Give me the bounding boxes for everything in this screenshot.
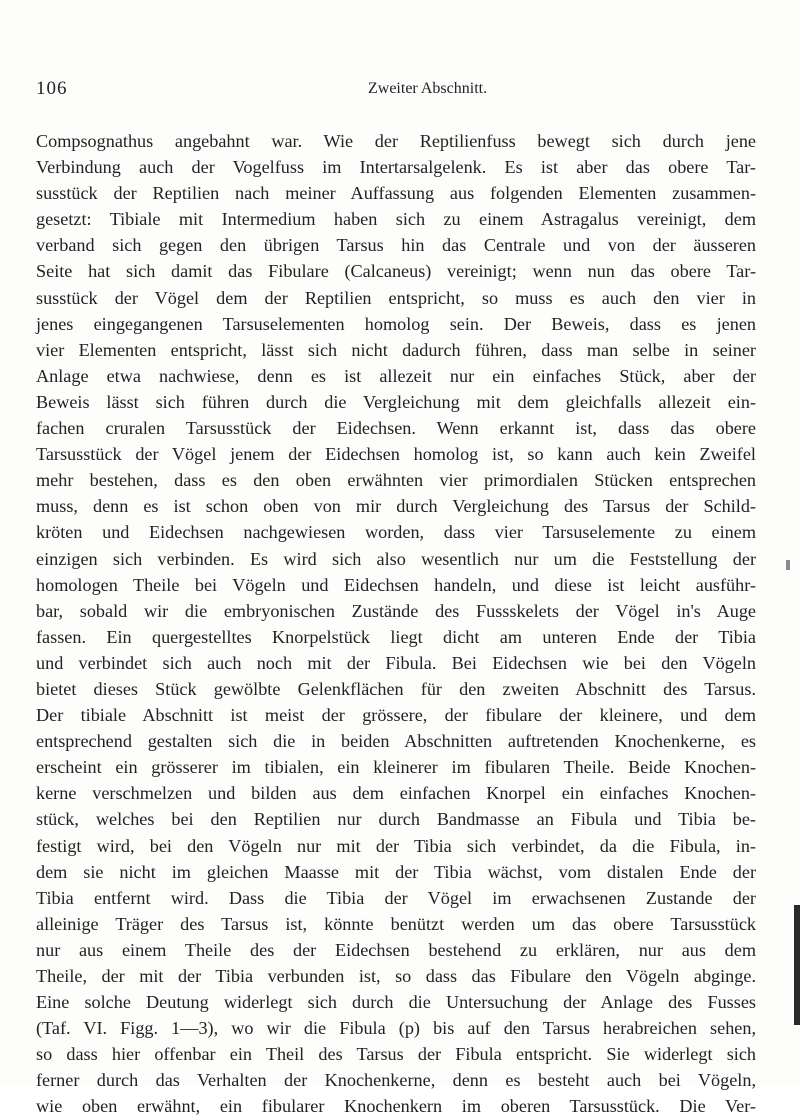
text-line: Theile, der mit der Tibia verbunden ist, so dass das Fibulare den Vögeln abginge. bbox=[36, 966, 756, 986]
text-line: fachen cruralen Tarsusstück der Eidechsen. Wenn erkannt ist, dass das obere bbox=[36, 418, 756, 439]
running-head: Zweiter Abschnitt. bbox=[368, 80, 488, 97]
text-line: Compsognathus angebahnt war. Wie der Reptilienfuss bewegt sich durch jene bbox=[36, 131, 756, 151]
text-line: nur aus einem Theile des der Eidechsen bestehend zu erklären, nur aus dem bbox=[36, 939, 756, 960]
text-line: Tibia entfernt wird. Dass die Tibia der Vögel im erwachsenen Zustande der bbox=[36, 887, 756, 908]
text-line: stück, welches bei den Reptilien nur durch Bandmasse an Fibula und Tibia be- bbox=[36, 809, 756, 830]
text-line: Seite hat sich damit das Fibulare (Calcaneus) vereinigt; wenn nun das obere Tar- bbox=[36, 261, 756, 282]
text-line: entsprechend gestalten sich die in beiden Abschnitten auftretenden Knochenkerne, es bbox=[36, 731, 756, 752]
text-line: erscheint ein grösserer im tibialen, ein kleinerer im fibularen Theile. Beide Knochen- bbox=[36, 757, 756, 778]
text-line: festigt wird, bei den Vögeln nur mit der Tibia sich verbindet, da die Fibula, in- bbox=[36, 835, 756, 856]
text-line: Eine solche Deutung widerlegt sich durch die Untersuchung der Anlage des Fusses bbox=[36, 992, 756, 1013]
text-line: susstück der Reptilien nach meiner Auffassung aus folgenden Elementen zusammen- bbox=[36, 183, 756, 204]
text-line: dem sie nicht im gleichen Maasse mit der Tibia wächst, vom distalen Ende der bbox=[36, 861, 756, 882]
text-line: homologen Theile bei Vögeln und Eidechsen handeln, und diese ist leicht ausführ- bbox=[36, 574, 756, 595]
text-line: bar, sobald wir die embryonischen Zustände des Fussskelets der Vögel in's Auge bbox=[36, 600, 756, 621]
text-line: Anlage etwa nachwiese, denn es ist allezeit nur ein einfaches Stück, aber der bbox=[36, 365, 756, 386]
text-line: einzigen sich verbinden. Es wird sich also wesentlich nur um die Feststellung der bbox=[36, 548, 756, 569]
text-line: vier Elementen entspricht, lässt sich nicht dadurch führen, dass man selbe in seiner bbox=[36, 339, 756, 360]
text-line: wie oben erwähnt, ein fibularer Knochenkern im oberen Tarsusstück. Die Ver- bbox=[36, 1096, 756, 1117]
text-line: jenes eingegangenen Tarsuselementen homolog sein. Der Beweis, dass es jenen bbox=[36, 313, 756, 334]
text-line: und verbindet sich auch noch mit der Fibula. Bei Eidechsen wie bei den Vögeln bbox=[36, 652, 756, 673]
text-line: (Taf. VI. Figg. 1—3), wo wir die Fibula (p) bis auf den Tarsus herabreichen sehen, bbox=[36, 1018, 756, 1039]
page-edge-shadow bbox=[794, 905, 800, 1025]
text-line: mehr bestehen, dass es den oben erwähnten vier primordialen Stücken entsprechen bbox=[36, 470, 756, 491]
text-line: verband sich gegen den übrigen Tarsus hin das Centrale und von der äusseren bbox=[36, 235, 756, 256]
text-line: Tarsusstück der Vögel jenem der Eidechsen homolog ist, so kann auch kein Zweifel bbox=[36, 444, 756, 465]
text-line: bietet dieses Stück gewölbte Gelenkflächen für den zweiten Abschnitt des Tarsus. bbox=[36, 678, 756, 699]
text-line: gesetzt: Tibiale mit Intermedium haben sich zu einem Astragalus vereinigt, dem bbox=[36, 209, 756, 230]
page-number: 106 bbox=[36, 78, 68, 99]
text-line: ferner durch das Verhalten der Knochenkerne, denn es besteht auch bei Vögeln, bbox=[36, 1070, 756, 1091]
text-line: Verbindung auch der Vogelfuss im Intertarsalgelenk. Es ist aber das obere Tar- bbox=[36, 157, 756, 178]
text-line: Der tibiale Abschnitt ist meist der grössere, der fibulare der kleinere, und dem bbox=[36, 705, 756, 726]
margin-mark bbox=[786, 560, 790, 570]
text-line: susstück der Vögel dem der Reptilien entspricht, so muss es auch den vier in bbox=[36, 287, 756, 308]
text-line: Beweis lässt sich führen durch die Vergleichung mit dem gleichfalls allezeit ein- bbox=[36, 391, 756, 412]
page-header bbox=[36, 78, 736, 102]
text-line: kröten und Eidechsen nachgewiesen worden, dass vier Tarsuselemente zu einem bbox=[36, 522, 756, 543]
text-line: so dass hier offenbar ein Theil des Tarsus der Fibula entspricht. Sie widerlegt sich bbox=[36, 1044, 756, 1065]
text-line: fassen. Ein quergestelltes Knorpelstück liegt dicht am unteren Ende der Tibia bbox=[36, 626, 756, 647]
text-line: kerne verschmelzen und bilden aus dem einfachen Knorpel ein einfaches Knochen- bbox=[36, 783, 756, 804]
body-text bbox=[36, 128, 756, 1120]
text-line: muss, denn es ist schon oben von mir durch Vergleichung des Tarsus der Schild- bbox=[36, 496, 756, 517]
text-line: alleinige Träger des Tarsus ist, könnte benützt werden um das obere Tarsusstück bbox=[36, 913, 756, 934]
